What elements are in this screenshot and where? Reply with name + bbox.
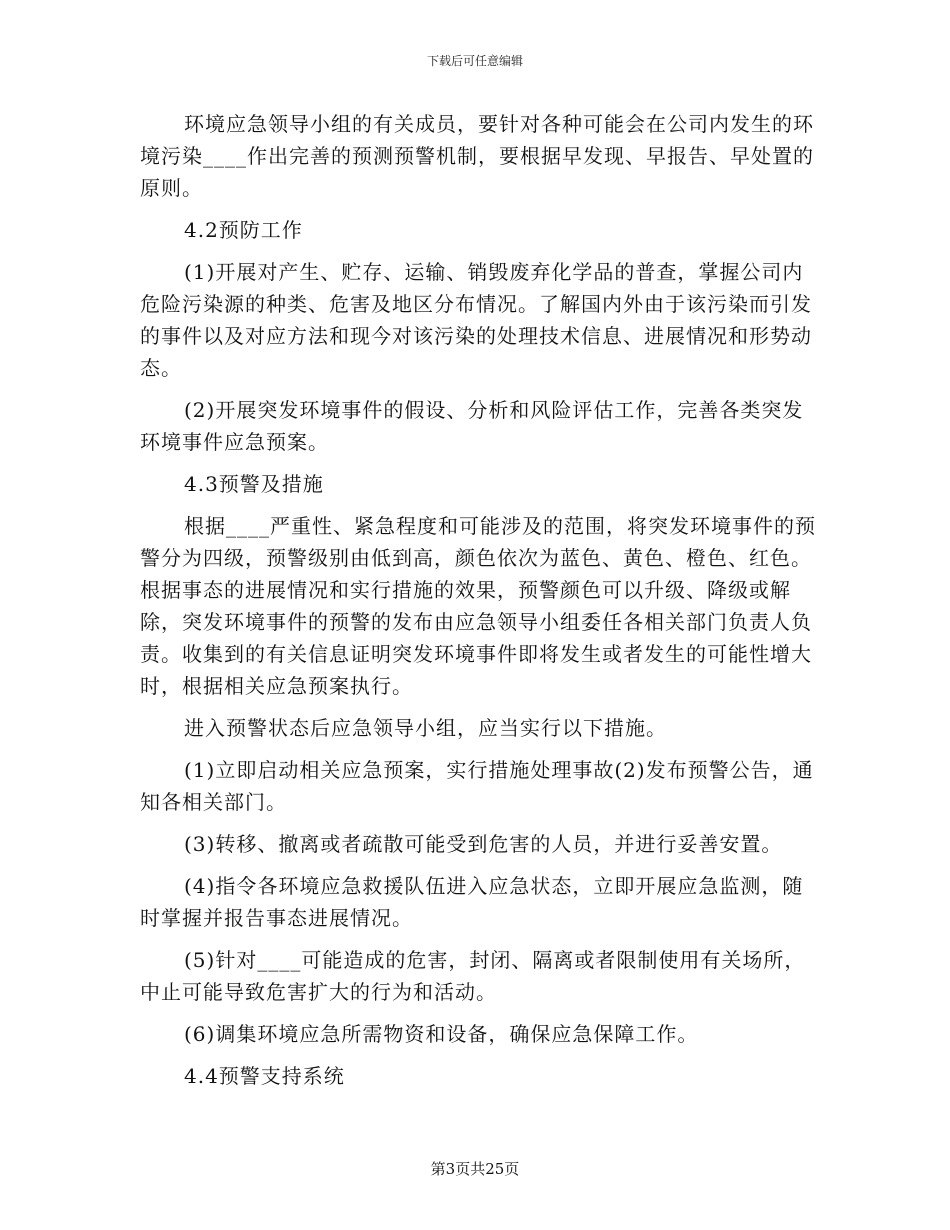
page-number-footer: 第3页共25页 (430, 1160, 520, 1178)
document-body (140, 108, 820, 1102)
paragraph-measure-1-2: (1)立即启动相关应急预案，实行措施处理事故(2)发布预警公告，通知各相关部门。 (140, 758, 814, 814)
paragraph-measure-5: (5)针对____可能造成的危害，封闭、隔离或者限制使用有关场所，中止可能导致危害扩大的行为和活动。 (140, 948, 806, 1004)
page-header-note: 下载后可任意编辑 (426, 54, 523, 68)
paragraph-item-2: (2)开展突发环境事件的假设、分析和风险评估工作，完善各类突发环境事件应急预案。 (140, 398, 804, 454)
section-heading-4-3: 4.3预警及措施 (184, 472, 324, 496)
section-heading-4-4: 4.4预警支持系统 (184, 1064, 345, 1088)
paragraph-measure-3: (3)转移、撤离或者疏散可能受到危害的人员，并进行妥善安置。 (184, 832, 783, 856)
paragraph-intro: 环境应急领导小组的有关成员，要针对各种可能会在公司内发生的环境污染____作出完善的预测预警机制，要根据早发现、早报告、早处置的原则。 (140, 112, 814, 200)
paragraph-warning-state: 进入预警状态后应急领导小组，应当实行以下措施。 (184, 716, 667, 740)
paragraph-warning-levels: 根据____严重性、紧急程度和可能涉及的范围，将突发环境事件的预警分为四级，预警级别由低到高，颜色依次为蓝色、黄色、橙色、红色。根据事态的进展情况和实行措施的效果，预警颜色可以升级、降级或解除，突发环境事件的预警的发布由应急领导小组委任各相关部门负责人负责。收集到的有关信息证明突发环境事件即将发生或者发生的可能性增大时，根据相关应急预案执行。 (140, 514, 816, 698)
paragraph-measure-6: (6)调集环境应急所需物资和设备，确保应急保障工作。 (184, 1022, 699, 1046)
paragraph-item-1: (1)开展对产生、贮存、运输、销毁废弃化学品的普查，掌握公司内危险污染源的种类、危害及地区分布情况。了解国内外由于该污染而引发的事件以及对应方法和现今对该污染的处理技术信息、进展情况和形势动态。 (140, 260, 812, 380)
paragraph-measure-4: (4)指令各环境应急救援队伍进入应急状态，立即开展应急监测，随时掌握并报告事态进展情况。 (140, 874, 804, 930)
section-heading-4-2: 4.2预防工作 (184, 218, 303, 242)
